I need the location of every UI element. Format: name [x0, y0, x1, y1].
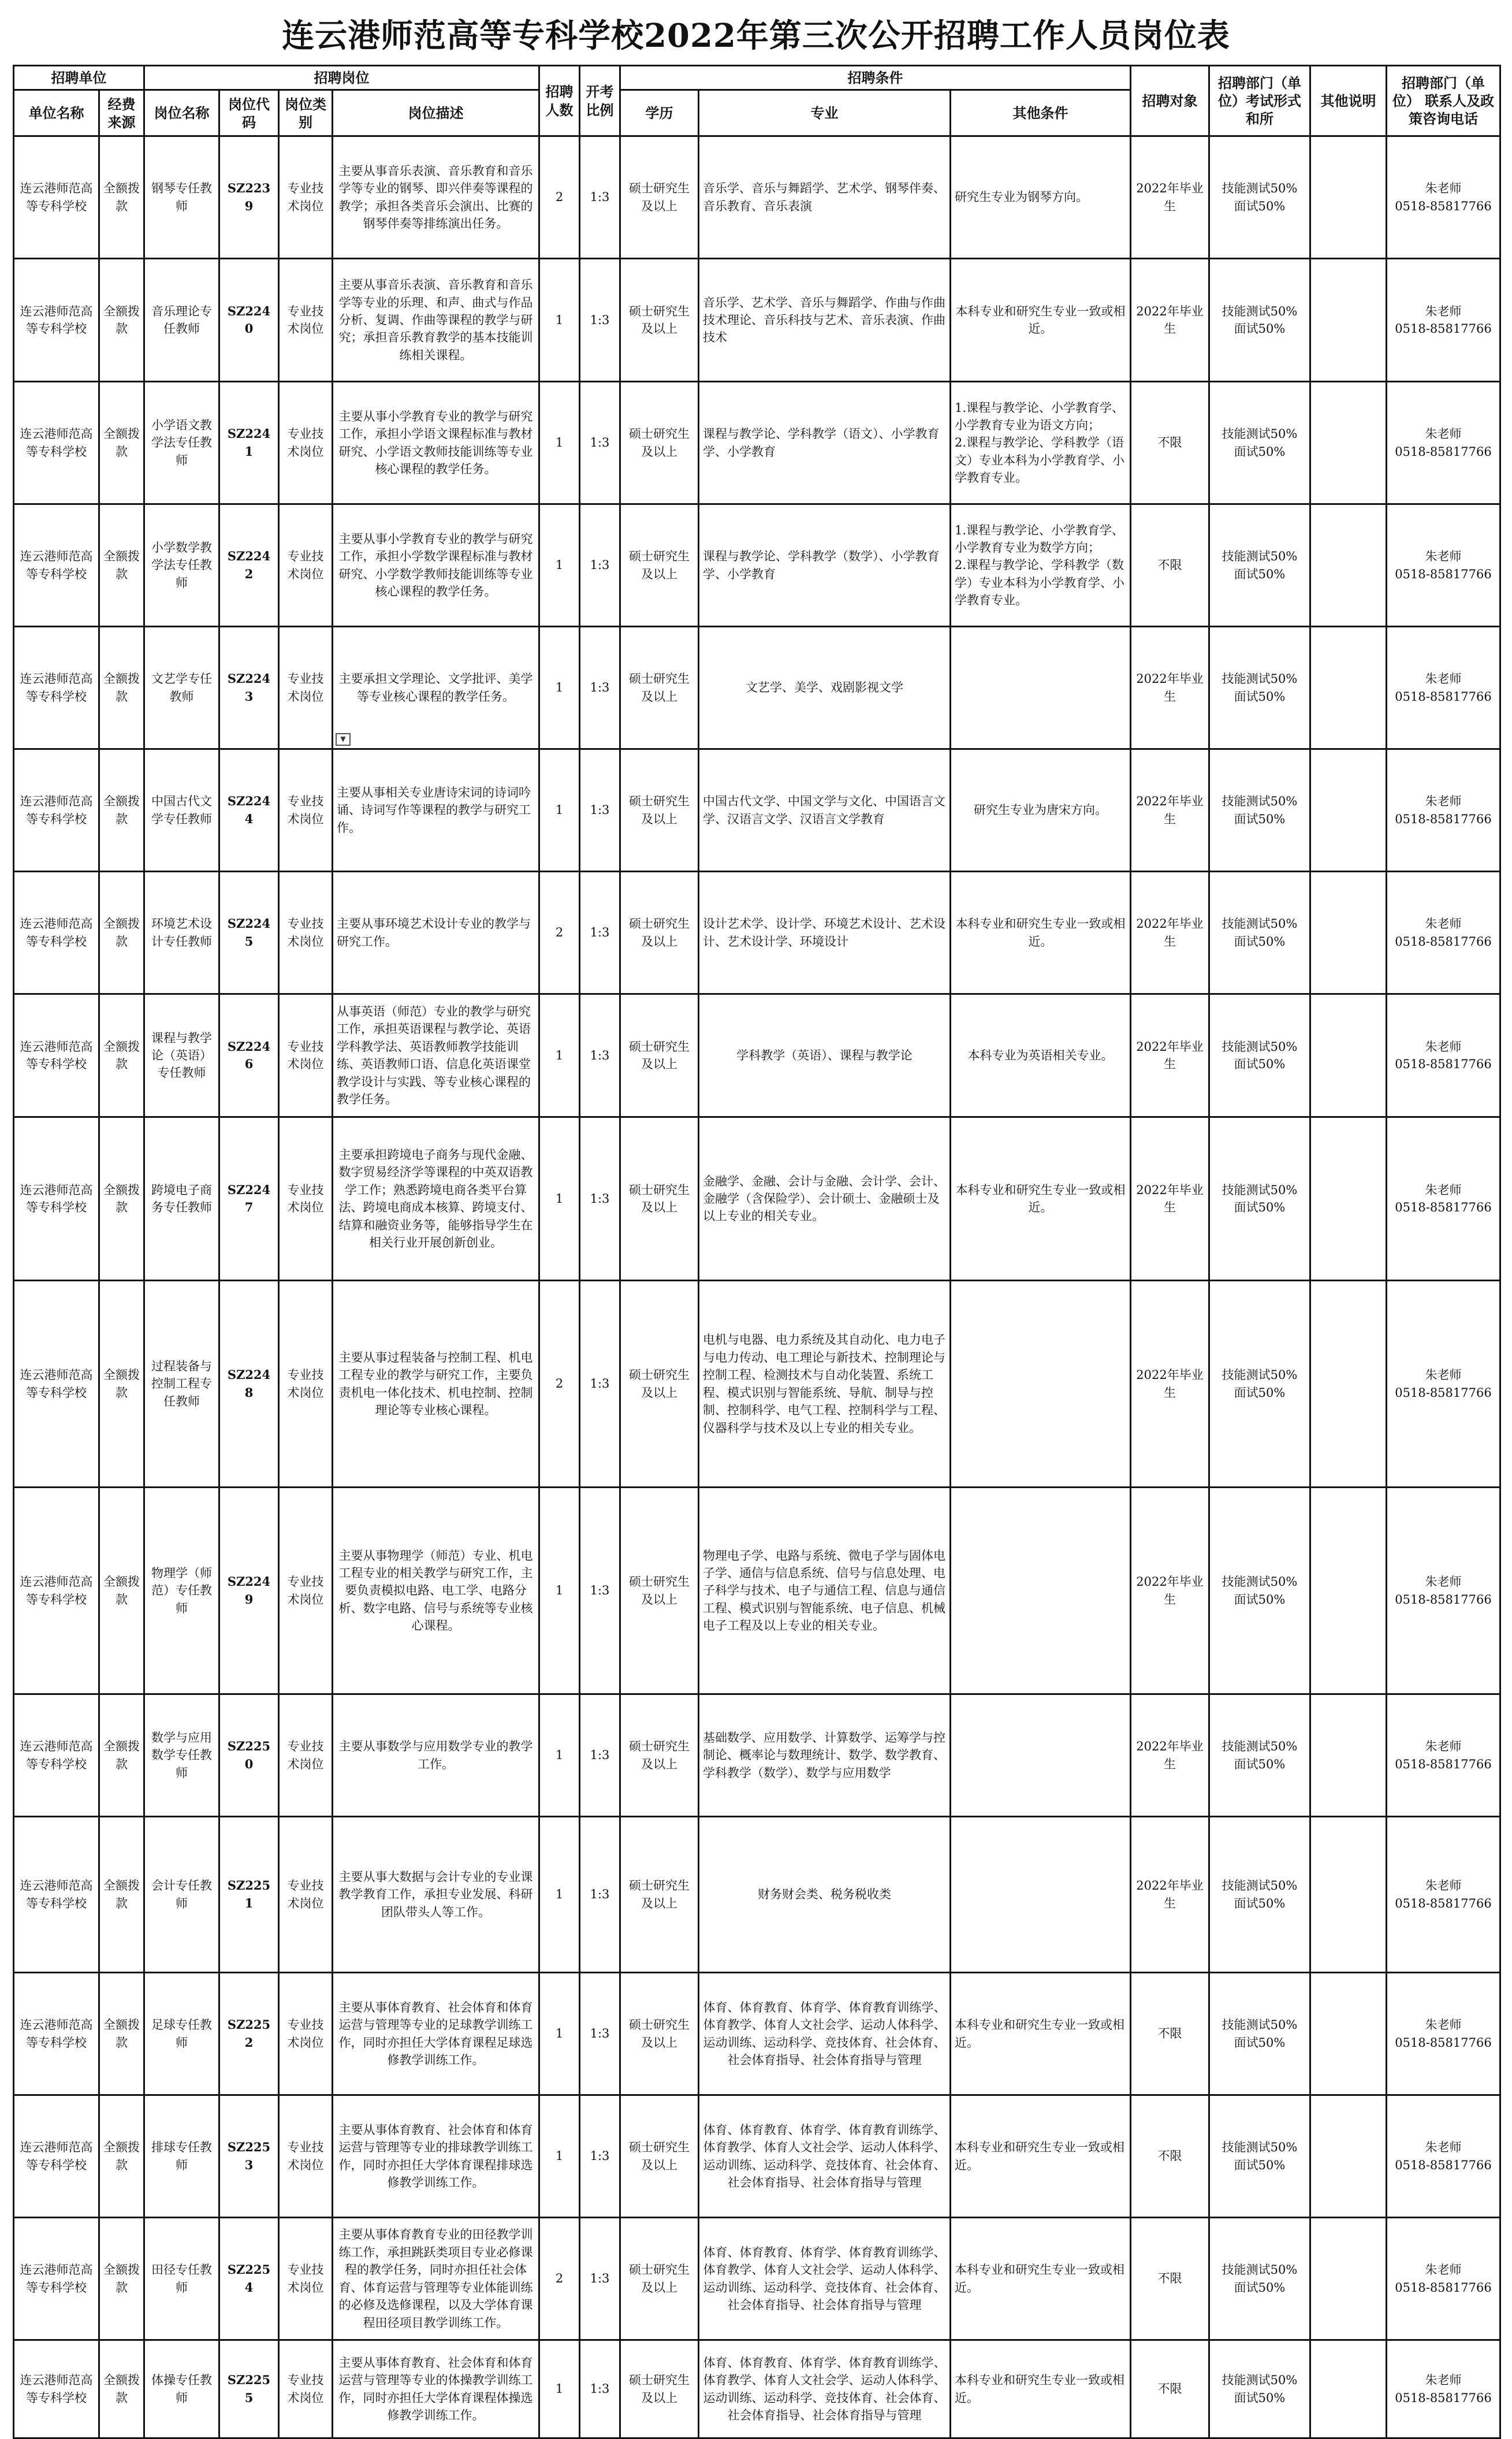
cell-target: 2022年毕业生	[1131, 1281, 1209, 1488]
cell-major: 体育、体育教育、体育学、体育教育训练学、体育教学、体育人文社会学、运动人体科学、运动训练、运动科学、竞技体育、社会体育、社会体育指导、社会体育指导与管理	[699, 1973, 951, 2095]
cell-notes	[1310, 1117, 1387, 1281]
cell-target: 不限	[1131, 2095, 1209, 2218]
cell-exam: 技能测试50% 面试50%	[1209, 382, 1310, 504]
cell-count: 2	[539, 872, 580, 994]
cell-ratio: 1:3	[580, 627, 620, 749]
cell-type: 专业技术岗位	[279, 749, 333, 872]
cell-type: 专业技术岗位	[279, 872, 333, 994]
cell-funding: 全额拨款	[99, 2218, 144, 2340]
cell-desc: 主要承担跨境电子商务与现代金融、数字贸易经济学等课程的中英双语教学工作；熟悉跨境电商各类平台算法、跨境电商成本核算、跨境支付、结算和融资业务等，能够指导学生在相关行业开展创新创业。	[333, 1117, 539, 1281]
cell-code: SZ2239	[219, 136, 279, 259]
cell-ratio: 1:3	[580, 136, 620, 259]
cell-major: 体育、体育教育、体育学、体育教育训练学、体育教学、体育人文社会学、运动人体科学、运动训练、运动科学、竞技体育、社会体育、社会体育指导、社会体育指导与管理	[699, 2095, 951, 2218]
cell-target: 2022年毕业生	[1131, 1488, 1209, 1694]
cell-type: 专业技术岗位	[279, 994, 333, 1117]
cell-notes	[1310, 504, 1387, 627]
cell-code: SZ2241	[219, 382, 279, 504]
table-row	[14, 1281, 1500, 1488]
cell-post: 物理学（师范）专任教师	[144, 1488, 219, 1694]
cell-post: 文艺学专任教师	[144, 627, 219, 749]
cell-contact: 朱老师 0518-85817766	[1387, 1281, 1500, 1488]
cell-notes	[1310, 2095, 1387, 2218]
cell-desc: 主要从事体育教育、社会体育和体育运营与管理等专业的排球教学训练工作，同时亦担任大学体育课程排球选修教学训练工作。	[333, 2095, 539, 2218]
cell-ratio: 1:3	[580, 1488, 620, 1694]
cell-other	[951, 1488, 1131, 1694]
cell-post: 田径专任教师	[144, 2218, 219, 2340]
cell-unit: 连云港师范高等专科学校	[14, 1817, 99, 1973]
cell-desc: 主要从事环境艺术设计专业的教学与研究工作。	[333, 872, 539, 994]
cell-education: 硕士研究生及以上	[620, 627, 699, 749]
cell-other: 本科专业和研究生专业一致或相近。	[951, 259, 1131, 382]
cell-ratio: 1:3	[580, 749, 620, 872]
cell-funding: 全额拨款	[99, 382, 144, 504]
cell-unit: 连云港师范高等专科学校	[14, 872, 99, 994]
cell-education: 硕士研究生及以上	[620, 1694, 699, 1817]
cell-funding: 全额拨款	[99, 136, 144, 259]
cell-contact: 朱老师 0518-85817766	[1387, 1973, 1500, 2095]
cell-code: SZ2252	[219, 1973, 279, 2095]
header-other-notes: 其他说明	[1310, 66, 1387, 136]
cell-other: 本科专业为英语相关专业。	[951, 994, 1131, 1117]
cell-desc: 主要从事体育教育、社会体育和体育运营与管理等专业的足球教学训练工作，同时亦担任大学体育课程足球选修教学训练工作。	[333, 1973, 539, 2095]
cell-post: 小学数学教学法专任教师	[144, 504, 219, 627]
cell-code: SZ2246	[219, 994, 279, 1117]
cell-exam: 技能测试50% 面试50%	[1209, 627, 1310, 749]
cell-major: 财务财会类、税务税收类	[699, 1817, 951, 1973]
cell-code: SZ2243	[219, 627, 279, 749]
cell-post: 中国古代文学专任教师	[144, 749, 219, 872]
cell-count: 1	[539, 1488, 580, 1694]
cell-post: 排球专任教师	[144, 2095, 219, 2218]
cell-type: 专业技术岗位	[279, 627, 333, 749]
cell-type: 专业技术岗位	[279, 259, 333, 382]
cell-code: SZ2250	[219, 1694, 279, 1817]
cell-notes	[1310, 2218, 1387, 2340]
cell-other: 本科专业和研究生专业一致或相近。	[951, 1117, 1131, 1281]
cell-target: 2022年毕业生	[1131, 872, 1209, 994]
cell-target: 不限	[1131, 2218, 1209, 2340]
cell-type: 专业技术岗位	[279, 2218, 333, 2340]
cell-exam: 技能测试50% 面试50%	[1209, 872, 1310, 994]
cell-code: SZ2245	[219, 872, 279, 994]
cell-desc: 从事英语（师范）专业的教学与研究工作，承担英语课程与教学论、英语学科教学法、英语教师教学技能训练、英语教师口语、信息化英语课堂教学设计与实践、等专业核心课程的教学任务。	[333, 994, 539, 1117]
positions-table	[13, 65, 1501, 2439]
cell-post: 数学与应用数学专任教师	[144, 1694, 219, 1817]
cell-exam: 技能测试50% 面试50%	[1209, 1117, 1310, 1281]
cell-ratio: 1:3	[580, 1817, 620, 1973]
cell-other: 研究生专业为钢琴方向。	[951, 136, 1131, 259]
cell-other	[951, 1281, 1131, 1488]
cell-count: 1	[539, 504, 580, 627]
cell-code: SZ2249	[219, 1488, 279, 1694]
chevron-down-icon[interactable]: ▼	[336, 733, 351, 746]
cell-target: 2022年毕业生	[1131, 994, 1209, 1117]
cell-count: 1	[539, 1117, 580, 1281]
cell-other: 1.课程与教学论、小学教育学、小学教育专业为数学方向； 2.课程与教学论、学科教学（数学）专业本科为小学教育学、小学教育专业。	[951, 504, 1131, 627]
header-contact: 招聘部门（单位） 联系人及政策咨询电话	[1387, 66, 1500, 136]
cell-type: 专业技术岗位	[279, 1281, 333, 1488]
cell-code: SZ2251	[219, 1817, 279, 1973]
cell-unit: 连云港师范高等专科学校	[14, 504, 99, 627]
table-row	[14, 504, 1500, 627]
cell-contact: 朱老师 0518-85817766	[1387, 627, 1500, 749]
cell-notes	[1310, 1694, 1387, 1817]
cell-exam: 技能测试50% 面试50%	[1209, 1694, 1310, 1817]
header-target: 招聘对象	[1131, 66, 1209, 136]
cell-post: 体操专任教师	[144, 2340, 219, 2438]
cell-notes	[1310, 1281, 1387, 1488]
cell-unit: 连云港师范高等专科学校	[14, 1488, 99, 1694]
table-row	[14, 2340, 1500, 2438]
cell-education: 硕士研究生及以上	[620, 1281, 699, 1488]
cell-exam: 技能测试50% 面试50%	[1209, 1281, 1310, 1488]
cell-education: 硕士研究生及以上	[620, 994, 699, 1117]
cell-funding: 全额拨款	[99, 1488, 144, 1694]
cell-funding: 全额拨款	[99, 627, 144, 749]
cell-unit: 连云港师范高等专科学校	[14, 2340, 99, 2438]
cell-code: SZ2254	[219, 2218, 279, 2340]
cell-contact: 朱老师 0518-85817766	[1387, 259, 1500, 382]
cell-exam: 技能测试50% 面试50%	[1209, 504, 1310, 627]
cell-funding: 全额拨款	[99, 1973, 144, 2095]
cell-other	[951, 1817, 1131, 1973]
header-ratio: 开考比例	[580, 66, 620, 136]
cell-notes	[1310, 136, 1387, 259]
cell-ratio: 1:3	[580, 994, 620, 1117]
cell-unit: 连云港师范高等专科学校	[14, 1694, 99, 1817]
cell-count: 1	[539, 749, 580, 872]
cell-contact: 朱老师 0518-85817766	[1387, 382, 1500, 504]
header-post-type: 岗位类别	[279, 90, 333, 136]
cell-contact: 朱老师 0518-85817766	[1387, 872, 1500, 994]
cell-desc: 主要从事数学与应用数学专业的教学工作。	[333, 1694, 539, 1817]
cell-exam: 技能测试50% 面试50%	[1209, 2340, 1310, 2438]
cell-major: 文艺学、美学、戏剧影视文学	[699, 627, 951, 749]
cell-desc: 主要从事过程装备与控制工程、机电工程专业的教学与研究工作，主要负责机电一体化技术、机电控制、控制理论等专业核心课程。	[333, 1281, 539, 1488]
cell-other: 研究生专业为唐宋方向。	[951, 749, 1131, 872]
cell-code: SZ2255	[219, 2340, 279, 2438]
cell-contact: 朱老师 0518-85817766	[1387, 136, 1500, 259]
header-funding: 经费来源	[99, 90, 144, 136]
cell-post: 钢琴专任教师	[144, 136, 219, 259]
cell-desc: 主要从事音乐表演、音乐教育和音乐学等专业的乐理、和声、曲式与作品分析、复调、作曲等课程的教学与研究；承担音乐教育教学的基本技能训练相关课程。	[333, 259, 539, 382]
cell-target: 2022年毕业生	[1131, 749, 1209, 872]
cell-type: 专业技术岗位	[279, 504, 333, 627]
cell-post: 会计专任教师	[144, 1817, 219, 1973]
table-body	[14, 136, 1500, 2438]
cell-funding: 全额拨款	[99, 504, 144, 627]
cell-major: 物理电子学、电路与系统、微电子学与固体电子学、通信与信息系统、信号与信息处理、电子科学与技术、电子与通信工程、信息与通信工程、模式识别与智能系统、电子信息、机械电子工程及以上专业的相关专业。	[699, 1488, 951, 1694]
cell-code: SZ2247	[219, 1117, 279, 1281]
cell-contact: 朱老师 0518-85817766	[1387, 1117, 1500, 1281]
cell-major: 设计艺术学、设计学、环境艺术设计、艺术设计、艺术设计学、环境设计	[699, 872, 951, 994]
cell-major: 电机与电器、电力系统及其自动化、电力电子与电力传动、电工理论与新技术、控制理论与控制工程、检测技术与自动化装置、系统工程、模式识别与智能系统、导航、制导与控制、控制科学、电气工程、控制科学与工程、仪器科学与技术及以上专业的相关专业。	[699, 1281, 951, 1488]
cell-other	[951, 627, 1131, 749]
cell-funding: 全额拨款	[99, 259, 144, 382]
cell-funding: 全额拨款	[99, 994, 144, 1117]
cell-funding: 全额拨款	[99, 1117, 144, 1281]
cell-ratio: 1:3	[580, 2340, 620, 2438]
cell-major: 音乐学、艺术学、音乐与舞蹈学、作曲与作曲技术理论、音乐科技与艺术、音乐表演、作曲技术	[699, 259, 951, 382]
cell-target: 2022年毕业生	[1131, 1694, 1209, 1817]
cell-notes	[1310, 1488, 1387, 1694]
cell-major: 基础数学、应用数学、计算数学、运筹学与控制论、概率论与数理统计、数学、数学教育、学科教学（数学）、数学与应用数学	[699, 1694, 951, 1817]
cell-ratio: 1:3	[580, 1694, 620, 1817]
cell-type: 专业技术岗位	[279, 1117, 333, 1281]
cell-exam: 技能测试50% 面试50%	[1209, 994, 1310, 1117]
cell-type: 专业技术岗位	[279, 382, 333, 504]
table-row	[14, 1817, 1500, 1973]
cell-post: 跨境电子商务专任教师	[144, 1117, 219, 1281]
cell-target: 不限	[1131, 2340, 1209, 2438]
cell-target: 2022年毕业生	[1131, 259, 1209, 382]
cell-unit: 连云港师范高等专科学校	[14, 1281, 99, 1488]
cell-unit: 连云港师范高等专科学校	[14, 136, 99, 259]
cell-education: 硕士研究生及以上	[620, 382, 699, 504]
table-row	[14, 259, 1500, 382]
header-post-code: 岗位代码	[219, 90, 279, 136]
table-row	[14, 872, 1500, 994]
table-row	[14, 136, 1500, 259]
cell-contact: 朱老师 0518-85817766	[1387, 1817, 1500, 1973]
header-education: 学历	[620, 90, 699, 136]
cell-count: 1	[539, 2095, 580, 2218]
cell-major: 音乐学、音乐与舞蹈学、艺术学、钢琴伴奏、音乐教育、音乐表演	[699, 136, 951, 259]
cell-ratio: 1:3	[580, 1117, 620, 1281]
cell-desc	[333, 627, 539, 749]
cell-contact: 朱老师 0518-85817766	[1387, 504, 1500, 627]
header-exam: 招聘部门（单位）考试形式和所	[1209, 66, 1310, 136]
cell-education: 硕士研究生及以上	[620, 504, 699, 627]
cell-type: 专业技术岗位	[279, 1973, 333, 2095]
cell-notes	[1310, 259, 1387, 382]
cell-desc-text: 主要承担文学理论、文学批评、美学等专业核心课程的教学任务。	[338, 672, 533, 704]
cell-funding: 全额拨款	[99, 749, 144, 872]
cell-post: 小学语文教学法专任教师	[144, 382, 219, 504]
cell-count: 2	[539, 2218, 580, 2340]
table-row	[14, 382, 1500, 504]
cell-education: 硕士研究生及以上	[620, 2095, 699, 2218]
cell-contact: 朱老师 0518-85817766	[1387, 2340, 1500, 2438]
table-row	[14, 1694, 1500, 1817]
cell-exam: 技能测试50% 面试50%	[1209, 1817, 1310, 1973]
header-other-conditions: 其他条件	[951, 90, 1131, 136]
table-row	[14, 1117, 1500, 1281]
cell-major: 课程与教学论、学科教学（数学）、小学教育学、小学教育	[699, 504, 951, 627]
cell-ratio: 1:3	[580, 382, 620, 504]
group-header-unit: 招聘单位	[14, 66, 144, 90]
table-row	[14, 749, 1500, 872]
cell-funding: 全额拨款	[99, 1817, 144, 1973]
cell-count: 2	[539, 136, 580, 259]
cell-notes	[1310, 382, 1387, 504]
page-title: 连云港师范高等专科学校2022年第三次公开招聘工作人员岗位表	[282, 17, 1230, 55]
cell-contact: 朱老师 0518-85817766	[1387, 1488, 1500, 1694]
cell-post: 足球专任教师	[144, 1973, 219, 2095]
cell-type: 专业技术岗位	[279, 1694, 333, 1817]
header-unit-name: 单位名称	[14, 90, 99, 136]
cell-target: 不限	[1131, 1973, 1209, 2095]
header-post-name: 岗位名称	[144, 90, 219, 136]
cell-desc: 主要从事大数据与会计专业的专业课教学教育工作，承担专业发展、科研团队带头人等工作。	[333, 1817, 539, 1973]
cell-other: 1.课程与教学论、小学教育学、小学教育专业为语文方向； 2.课程与教学论、学科教学（语文）专业本科为小学教育学、小学教育专业。	[951, 382, 1131, 504]
cell-education: 硕士研究生及以上	[620, 2218, 699, 2340]
cell-desc: 主要从事音乐表演、音乐教育和音乐学等专业的钢琴、即兴伴奏等课程的教学；承担各类音乐会演出、比赛的钢琴伴奏等排练演出任务。	[333, 136, 539, 259]
cell-notes	[1310, 2340, 1387, 2438]
cell-count: 1	[539, 2340, 580, 2438]
cell-desc: 主要从事相关专业唐诗宋词的诗词吟诵、诗词写作等课程的教学与研究工作。	[333, 749, 539, 872]
cell-target: 2022年毕业生	[1131, 627, 1209, 749]
cell-type: 专业技术岗位	[279, 1488, 333, 1694]
cell-funding: 全额拨款	[99, 2095, 144, 2218]
cell-type: 专业技术岗位	[279, 136, 333, 259]
cell-contact: 朱老师 0518-85817766	[1387, 2095, 1500, 2218]
cell-post: 环境艺术设计专任教师	[144, 872, 219, 994]
cell-count: 1	[539, 1973, 580, 2095]
cell-notes	[1310, 1817, 1387, 1973]
cell-unit: 连云港师范高等专科学校	[14, 382, 99, 504]
cell-other: 本科专业和研究生专业一致或相近。	[951, 2340, 1131, 2438]
table-row	[14, 994, 1500, 1117]
table-row	[14, 1488, 1500, 1694]
cell-major: 学科教学（英语）、课程与教学论	[699, 994, 951, 1117]
cell-type: 专业技术岗位	[279, 2340, 333, 2438]
cell-other	[951, 1694, 1131, 1817]
cell-desc: 主要从事小学教育专业的教学与研究工作，承担小学数学课程标准与教材研究、小学数学教师技能训练等专业核心课程的教学任务。	[333, 504, 539, 627]
cell-funding: 全额拨款	[99, 1694, 144, 1817]
cell-notes	[1310, 1973, 1387, 2095]
cell-major: 金融学、金融、会计与金融、会计学、会计、金融学（含保险学）、会计硕士、金融硕士及以上专业的相关专业。	[699, 1117, 951, 1281]
cell-contact: 朱老师 0518-85817766	[1387, 2218, 1500, 2340]
cell-other: 本科专业和研究生专业一致或相近。	[951, 2218, 1131, 2340]
cell-target: 不限	[1131, 382, 1209, 504]
cell-exam: 技能测试50% 面试50%	[1209, 136, 1310, 259]
cell-contact: 朱老师 0518-85817766	[1387, 1694, 1500, 1817]
cell-exam: 技能测试50% 面试50%	[1209, 1488, 1310, 1694]
cell-education: 硕士研究生及以上	[620, 1117, 699, 1281]
cell-count: 2	[539, 1281, 580, 1488]
cell-unit: 连云港师范高等专科学校	[14, 2095, 99, 2218]
cell-ratio: 1:3	[580, 2218, 620, 2340]
cell-education: 硕士研究生及以上	[620, 136, 699, 259]
table-row	[14, 627, 1500, 749]
cell-notes	[1310, 627, 1387, 749]
cell-code: SZ2242	[219, 504, 279, 627]
cell-education: 硕士研究生及以上	[620, 872, 699, 994]
cell-major: 课程与教学论、学科教学（语文）、小学教育学、小学教育	[699, 382, 951, 504]
cell-contact: 朱老师 0518-85817766	[1387, 994, 1500, 1117]
cell-unit: 连云港师范高等专科学校	[14, 627, 99, 749]
cell-education: 硕士研究生及以上	[620, 2340, 699, 2438]
cell-funding: 全额拨款	[99, 1281, 144, 1488]
cell-ratio: 1:3	[580, 259, 620, 382]
cell-unit: 连云港师范高等专科学校	[14, 994, 99, 1117]
cell-desc: 主要从事物理学（师范）专业、机电工程专业的相关教学与研究工作，主要负责模拟电路、电工学、电路分析、数字电路、信号与系统等专业核心课程。	[333, 1488, 539, 1694]
cell-notes	[1310, 749, 1387, 872]
cell-desc: 主要从事体育教育专业的田径教学训练工作，承担跳跃类项目专业必修课程的教学任务，同时亦担任社会体育、体育运营与管理等专业体能训练的必修及选修课程，以及大学体育课程田径项目教学训练工作。	[333, 2218, 539, 2340]
table-row	[14, 1973, 1500, 2095]
cell-unit: 连云港师范高等专科学校	[14, 749, 99, 872]
cell-target: 不限	[1131, 504, 1209, 627]
cell-count: 1	[539, 1817, 580, 1973]
cell-notes	[1310, 872, 1387, 994]
cell-type: 专业技术岗位	[279, 2095, 333, 2218]
cell-ratio: 1:3	[580, 504, 620, 627]
cell-education: 硕士研究生及以上	[620, 1817, 699, 1973]
cell-unit: 连云港师范高等专科学校	[14, 2218, 99, 2340]
cell-contact: 朱老师 0518-85817766	[1387, 749, 1500, 872]
header-count: 招聘人数	[539, 66, 580, 136]
cell-other: 本科专业和研究生专业一致或相近。	[951, 1973, 1131, 2095]
cell-target: 2022年毕业生	[1131, 1817, 1209, 1973]
cell-desc: 主要从事体育教育、社会体育和体育运营与管理等专业的体操教学训练工作，同时亦担任大学体育课程体操选修教学训练工作。	[333, 2340, 539, 2438]
cell-count: 1	[539, 627, 580, 749]
group-header-conditions: 招聘条件	[620, 66, 1131, 90]
cell-unit: 连云港师范高等专科学校	[14, 1117, 99, 1281]
cell-post: 音乐理论专任教师	[144, 259, 219, 382]
cell-other: 本科专业和研究生专业一致或相近。	[951, 2095, 1131, 2218]
cell-ratio: 1:3	[580, 1281, 620, 1488]
cell-count: 1	[539, 382, 580, 504]
cell-exam: 技能测试50% 面试50%	[1209, 1973, 1310, 2095]
cell-other: 本科专业和研究生专业一致或相近。	[951, 872, 1131, 994]
cell-funding: 全额拨款	[99, 872, 144, 994]
cell-ratio: 1:3	[580, 1973, 620, 2095]
cell-desc: 主要从事小学教育专业的教学与研究工作，承担小学语文课程标准与教材研究、小学语文教师技能训练等专业核心课程的教学任务。	[333, 382, 539, 504]
cell-education: 硕士研究生及以上	[620, 749, 699, 872]
cell-code: SZ2253	[219, 2095, 279, 2218]
cell-major: 体育、体育教育、体育学、体育教育训练学、体育教学、体育人文社会学、运动人体科学、运动训练、运动科学、竞技体育、社会体育、社会体育指导、社会体育指导与管理	[699, 2340, 951, 2438]
cell-exam: 技能测试50% 面试50%	[1209, 259, 1310, 382]
header-post-desc: 岗位描述	[333, 90, 539, 136]
cell-exam: 技能测试50% 面试50%	[1209, 2218, 1310, 2340]
cell-notes	[1310, 994, 1387, 1117]
cell-unit: 连云港师范高等专科学校	[14, 259, 99, 382]
cell-target: 2022年毕业生	[1131, 136, 1209, 259]
cell-unit: 连云港师范高等专科学校	[14, 1973, 99, 2095]
cell-type: 专业技术岗位	[279, 1817, 333, 1973]
table-row	[14, 2095, 1500, 2218]
cell-code: SZ2244	[219, 749, 279, 872]
cell-count: 1	[539, 994, 580, 1117]
cell-count: 1	[539, 259, 580, 382]
cell-exam: 技能测试50% 面试50%	[1209, 749, 1310, 872]
cell-education: 硕士研究生及以上	[620, 259, 699, 382]
cell-education: 硕士研究生及以上	[620, 1488, 699, 1694]
cell-post: 课程与教学论（英语）专任教师	[144, 994, 219, 1117]
cell-funding: 全额拨款	[99, 2340, 144, 2438]
cell-major: 中国古代文学、中国文学与文化、中国语言文学、汉语言文学、汉语言文学教育	[699, 749, 951, 872]
table-row	[14, 2218, 1500, 2340]
group-header-post: 招聘岗位	[144, 66, 539, 90]
cell-ratio: 1:3	[580, 872, 620, 994]
cell-target: 2022年毕业生	[1131, 1117, 1209, 1281]
cell-code: SZ2240	[219, 259, 279, 382]
cell-code: SZ2248	[219, 1281, 279, 1488]
cell-education: 硕士研究生及以上	[620, 1973, 699, 2095]
cell-ratio: 1:3	[580, 2095, 620, 2218]
cell-exam: 技能测试50% 面试50%	[1209, 2095, 1310, 2218]
cell-post: 过程装备与控制工程专任教师	[144, 1281, 219, 1488]
header-major: 专业	[699, 90, 951, 136]
cell-major: 体育、体育教育、体育学、体育教育训练学、体育教学、体育人文社会学、运动人体科学、运动训练、运动科学、竞技体育、社会体育、社会体育指导、社会体育指导与管理	[699, 2218, 951, 2340]
cell-count: 1	[539, 1694, 580, 1817]
